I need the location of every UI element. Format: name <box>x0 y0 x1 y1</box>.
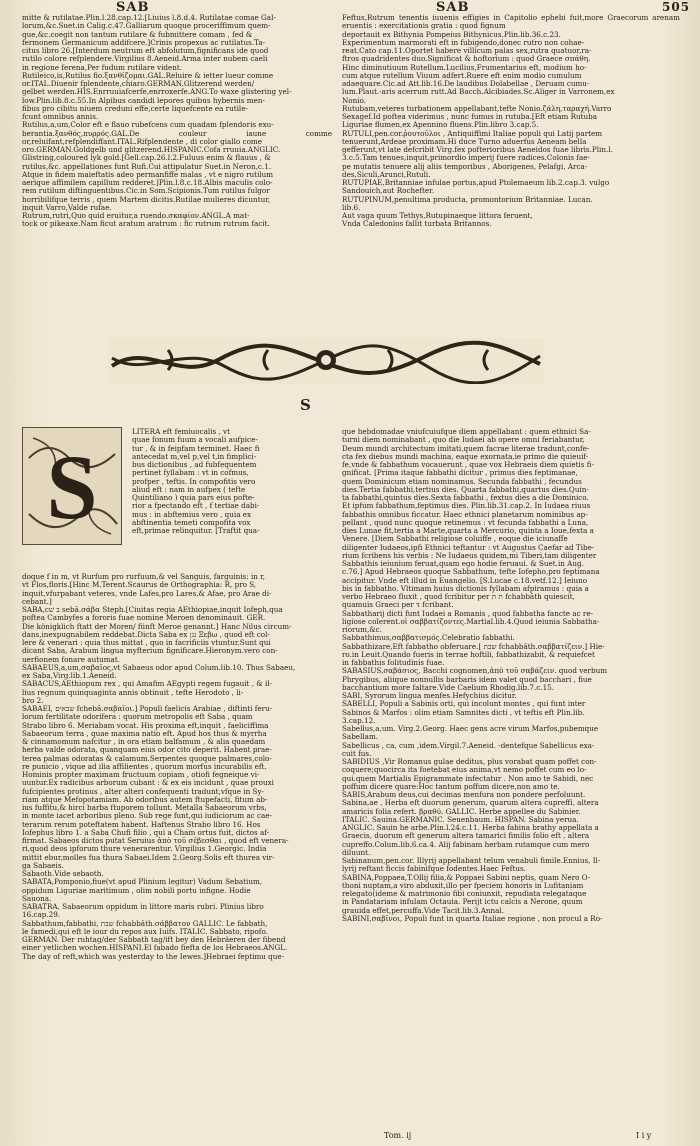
text-line: 3.c.5.Tam tenues,inquit,primordio imperij fuere radices.Colonis fae- <box>342 153 590 163</box>
text-line: SABIDIUS ,Vir Romanus gulae deditus, plus vorabat quam poffet con- <box>342 757 597 766</box>
text-line: Sabellicus , ca, cum ,idem.Virgil.7.Aeneid. -dentefque Sabellicus exa- <box>342 740 595 750</box>
text-line: fabbathis omnibus ficcatur. Haec ethnici planetarum nominibus ap- <box>342 509 588 519</box>
text-line: lyrij reftant ficcis fabinifque fodentes.Haec Feftus. <box>342 864 526 874</box>
text-line: SABASIUS,σαβάσιος, Bacchi cognomen,ἀπὸ τοῦ σαβάζειν. quod verbum <box>342 666 608 676</box>
text-line: RUTUPINUM,penultima producta, promontorium Britanniae. Lucan. <box>342 194 593 204</box>
text-line: uuntur.Ex radicibus arborum cubant : & ex eis incidunt , quae prouxi <box>22 778 274 788</box>
text-line: Sabellam. <box>342 732 379 742</box>
text-line: thoni nuptam,a viro abduxit,illo per fpeciem honoris in Lufitaniam <box>342 880 584 890</box>
text-line: fe,vnde & fabbathum vocauerunt , quae vox Hebraeis diem quietis fi- <box>342 460 594 469</box>
text-line: cum atque rutellum Viuum adfert.Ruere eft enim modio cumulum <box>342 70 582 80</box>
text-line: inquit,vfurpabant veteres, vnde Lafes,pro Lares,& Afae, pro Arae di- <box>22 588 272 598</box>
text-line: que hebdomadae vniufcuiufque diem appellabant : quem ethnici Sa- <box>342 428 591 436</box>
right-column-top <box>342 14 680 316</box>
text-line: Nonio. <box>342 95 367 105</box>
text-line: SABAEUS,a,um,σαβαῖος,vt Sabaeus odor apud Colum.lib.10. Thus Sabaeu, <box>22 662 296 672</box>
text-line: tur , & in feipfam terminet. Haec fi <box>132 443 260 453</box>
text-line: bacchantium more faltare.Vide Caelium Rhodig.lib.7.c.15. <box>342 682 555 692</box>
text-line: ligiose colerent.οἱ σαββατίζοντες.Martial.lib.4.Quod ieiunia Sabbatha- <box>342 616 600 626</box>
text-line: The day of reft,which was yesterday to the Iewes.]Hebraei feptimu que- <box>22 951 285 961</box>
text-line: deportauit ex Bithynia Pompeius Bithynicus.Plin.lib.36.c.23. <box>342 29 561 39</box>
left-column-intro <box>132 428 330 572</box>
text-line: Sabbathimus,σαββατισμός.Celebratio fabbathi. <box>342 633 515 643</box>
text-line: Hinc diminutiuum Rutellum.Lucilius,Frumentarius eft, modium ho- <box>342 62 587 72</box>
text-line: Rutubam,veteres turbationem appellabant,tefte Nonio.ζάλη,ταραχή.Varro <box>342 103 612 113</box>
text-line: dies Lunae fit,tertia a Marte,quarta a Mercurio, quinta a Ioue,fexta a <box>342 526 594 535</box>
text-line: Liguriae flumen,ex Apennino fluens.Plin.libro 3.cap.5. <box>342 120 539 130</box>
text-line: turni diem nominabant , quo die Iudaei ab opere omni feriabantur, <box>342 435 585 445</box>
text-line: coquere;quocirca ita foetebat eius anima,vt nemo poffet cum eo lo- <box>342 765 587 775</box>
text-line: dies.Tertia fabbathi,tertius dies. Quarta fabbathi,quartus dies.Quin- <box>342 484 589 494</box>
text-line: riam atque Mefopotamiam. Ab odoribus autem ftupefacti, fitum ab- <box>22 794 268 804</box>
text-line: SABATRA, Sabaeorum oppidum in littore maris rubri. Plinius libro <box>22 902 264 911</box>
text-line: rutilus,&c. appellationes funt Rufi.Cui attipulatur Suet.in Neron,c.1. <box>22 161 272 171</box>
text-line: SABINA,Poppaea,T.Ollij filia,& Poppaei Sabini neptis, quam Nero O- <box>342 872 591 882</box>
text-line: gefferunt,vt late defcribit Virg.fex pofterioribus Aeneidos fuae libris.Plin.l. <box>342 145 613 154</box>
text-line: Sabaeorum terra , quae maxima natio eft. Apud hos thus & myrrha <box>22 728 267 738</box>
text-line: fufcipientes protinus , alter alteri confequenti tradunt,vfque in Sy- <box>22 786 264 796</box>
catchword: I i y <box>636 1131 652 1140</box>
decorative-headpiece-ornament <box>108 338 544 384</box>
text-line: diluunt. <box>342 847 371 857</box>
text-line: que,&c.coegit non tantum rutilare & fubmittere comam , fed & <box>22 29 253 39</box>
left-column-top <box>22 14 332 310</box>
text-line: bro 2. <box>22 695 44 705</box>
text-line: ex Saba,Virg.lib.1.Aeneid. <box>22 671 117 680</box>
left-column-main <box>22 573 332 1129</box>
text-line: firmat. Sabaeos dictos putat Seruius ἀπὸ τοῦ σέβεσθαι , quod eft venera- <box>22 836 289 845</box>
text-line: amaricis folia refert. βραθύ. GALLIC. Herbe appellee du Sabinier. <box>342 806 581 816</box>
text-line: cebant.] <box>22 596 52 606</box>
text-line: low.Plin.lib.8.c.55.In Alpibus candidi lepores quibus hybernis men- <box>22 95 265 105</box>
text-line: Quintiliano ) quia pars eius pofte- <box>132 493 255 502</box>
text-line: riorum,&c. <box>342 625 382 634</box>
text-line: lorum,&c.Suet.in Calig.c.47.Galliarum quoque proceriffimum quem- <box>22 21 271 31</box>
text-line: einer yetlichen wochen.HISPANI.El fabado fiefta de los Hebraeos.ANGL. <box>22 943 288 953</box>
section-heading-letter: S <box>300 396 311 414</box>
text-line: Glistring,coloured lyk gold.[Gell.cap.26.l.2.Fuluus enim & flauus , & <box>22 153 271 163</box>
text-line: Vnda Caledonios fallit turbata Britannos. <box>342 219 492 229</box>
text-line: qui.quem Martialis Epigrammate infectatur . Non amo te Sabidi, nec <box>342 773 594 783</box>
text-line: inquit Varro,Valde rufae. <box>22 202 112 212</box>
text-line: lere & venerari : quia thus mittat , quo in facrificiis vtuntur.Sunt qui <box>22 638 271 647</box>
right-column-main <box>342 428 680 1130</box>
text-line: Venere. [Diem Sabbathi religiose coluiffe , eoque die iciunaffe <box>342 534 568 544</box>
text-line: rem rutilum diftinguentibus.Cic.in Som.Scipionis.Tum rutilus fulgor <box>22 186 270 196</box>
text-line: dans,inexpugnabilem reddebat.Dicta Saba ex נגן Ξεβω , quod eft col- <box>22 629 270 639</box>
text-line: ITALIC. Sauina.GERMANIC. Seuenbaum. HISPAN. Sabina yerua. <box>342 814 579 824</box>
text-line: Phrygibus, aliique nonnullis barbaris idem valet quod bacchari , fiue <box>342 674 592 684</box>
text-line: tock or pikeaxe.Nam ficut aratum aratrum : fic rutrum rutrum facit. <box>22 219 270 229</box>
text-line: terarum rerum poteftatem habent. Haftenus Strabo libro 16. Hos <box>22 819 261 829</box>
text-line: cupreffo.Colum.lib.6.ca.4. Alij fabinam herbam rutamque cum mero <box>342 839 590 849</box>
signature-mark: Tom. ij <box>384 1131 412 1140</box>
text-line: vt Flos,floris.[Hinc M.Terent.Scaurus de Orthographia: R, pro S, <box>22 580 257 590</box>
text-line: fcunt omnibus annis. <box>22 112 99 121</box>
running-head-left: SAB <box>116 0 150 15</box>
text-line: in fabbathis folitudinis fuae. <box>342 658 445 667</box>
text-line: Hominis propter maximam fructuum copiam , otiofi fegneique vi- <box>22 770 260 779</box>
text-line: grauida effet,percuffa.Vide Tacit.lib.3.Annal. <box>342 905 505 915</box>
text-line: ro.in Leuit.Quando fueris in terrae hoftili, fabbathizabit, & requiefcet <box>342 649 595 659</box>
initial-letter: S <box>46 436 98 538</box>
text-line: Sabbathum,fabbathi, שבת fchabbâth.σάββατον GALLIC. Le fabbath, <box>22 918 268 928</box>
text-line: diligenter Iudaeos,ipfi Ethnici teftantur : vt Augustus Caefar ad Tibe- <box>342 542 595 552</box>
text-line: Sexagef.Id poftea viderimus , nunc fumus in rutuba.[Eft etiam Rutuba <box>342 112 598 121</box>
text-line: citus libro 26.[Interdum neutrum eft abfolutum,fignificans ide quod <box>22 46 269 55</box>
text-line: abftinentia temeti compofita vox <box>132 517 251 527</box>
text-line: Sabbatharij dicti funt Iudaei a Romanis , quod fabbatha fancte ac re- <box>342 608 594 618</box>
text-line: Atque in fidem maieftatis adeo permanfiffe malas , vt e nigro rutilum <box>22 169 274 179</box>
text-line: doque f in m, vt Rurfum pro rurfuum,& vel Sanguis, farguinis: in r, <box>22 573 266 581</box>
text-line: antecedat m,vel p,vel t,in fimplici- <box>132 451 257 461</box>
text-line: Aut vaga quum Tethys,Rutupinaeque littora feruent, <box>342 211 533 220</box>
text-line: poffum dicere quare:Hoc tantum poffum dicere,non amo te. <box>342 781 560 791</box>
page-number: 505 <box>662 0 691 14</box>
text-line: or.ITAL.Diuenir fplendente,chiaro.GERMAN.Glitzerend werden/ <box>22 79 255 88</box>
text-line: profper , teftis. In compofitis vero <box>132 476 256 486</box>
text-line: eft,primae relinquitur. [Traftit qua- <box>132 526 260 535</box>
text-line: mus : in abftemius vero , quia ex <box>132 509 252 519</box>
text-line: ius fuffitu,& hirci barba ftuporem tollunt. Metalla Sabaeorum vrbs, <box>22 803 267 812</box>
text-line: in regione ferena,Per fudum rutilare vident. <box>22 62 183 72</box>
text-line: Deum mundi architectum imitati,quem facrae literae tradunt,confe- <box>342 443 590 453</box>
text-line: Sabellus,a,um. Virg.2.Georg. Haec gens acre virum Marfos,pubemque <box>342 724 599 733</box>
text-line: oppidum Liguriae maritimum , olim nobili portu infigne. Hodie <box>22 885 251 895</box>
text-line: Sandouich,aut Rochefter. <box>342 186 435 196</box>
running-head-right: SAB <box>436 0 470 15</box>
text-line: lorum fertilitate odorifera : quorum metropolis eft Saba , quam <box>22 712 253 722</box>
text-line: Sabinanum,pen.cor. Illyrij appellabant telum venabuli fimile.Ennius, Il- <box>342 856 601 865</box>
text-line: horribilifque terris , quem Martem dicitis.Rutilae mulieres dicuntur, <box>22 194 271 204</box>
text-line: ta fabbathi,quintus dies.Sexta fabbathi , fextus dies a die Dominico. <box>342 493 589 502</box>
text-line: & cinnamomum nafcitur , in ora etiam balfamum , & alia quaedam <box>22 737 266 746</box>
text-line: Rutileico,is,Rutilus fio.ξανθίζομαι.GAL.Reluire & ietter lueur comme <box>22 70 274 80</box>
text-line: rutilo colore refplendere.Virgilius 8.Aeneid.Arma inter nubem caeli <box>22 54 268 64</box>
text-line: le famedi,qui eft le iour du repos aux Iuifs. ITALIC. Sabbato, ripofo. <box>22 926 268 936</box>
text-line: SABACUS,AEthiopum rex , qui Amafim AEgypti regem fugauit , & il- <box>22 679 272 689</box>
text-line: poftea Cambyfes a fororis fuae nomine Meroen denominauit. GER. <box>22 613 266 623</box>
text-line: Graecis, duorum eft generum altera tamarici fimilis folio eft , altera <box>342 831 590 841</box>
text-line: uerfionem fonare autumat. <box>22 654 121 664</box>
text-line: cuit fus. <box>342 748 372 758</box>
text-line: verbo Hebraeo fluxit , quod fcribitur per ת ת fchabbâth quiescit, <box>342 592 575 601</box>
text-line: in Pandatariam infulam Octauia. Perijt ictu calcis a Nerone, quum <box>342 897 583 907</box>
text-line: ga Sabaeis. <box>22 860 64 870</box>
text-line: des,Siculi,Arunci,Rutuli. <box>342 169 431 179</box>
decorated-initial-s <box>22 427 122 545</box>
text-line: Die königklich ftatt der Moren/ fünft Meroe genannt.] Hanc Nilus circum- <box>22 621 292 631</box>
text-line: rium fcribens his verbis : Ne Iudaeus quidem,mi Tiberi,tam diligenter <box>342 550 597 560</box>
text-line: rior a fpectando eft , f tertiae dabi- <box>132 501 260 511</box>
text-line: Sabbathis ieiunium feruat,quam ego hodie feruaui. & Suet.in Aug. <box>342 559 584 568</box>
text-line: LITERA eft femiuocalis , vt <box>132 428 231 436</box>
text-line: pellant , quod nunc quoque retinemus : vt fecunda fabbathi a Luna, <box>342 517 589 527</box>
text-line: berantia.ξανθός,πυρρός.GAL.De couleur iaune comme or,reluifant,refplendiffant.ITAL.Rifplendente , di color giallo come <box>22 128 332 146</box>
text-line: Sabaoth.Vide sebaoth. <box>22 869 104 878</box>
text-line: dicant Saba, Arabum lingua myfterium fignificare.Hieronym.vero con- <box>22 646 278 656</box>
text-line: fibus pro cibitu niuem creduni effe,certe liquefcente ea rutile- <box>22 103 248 113</box>
text-line: oro.GERMAN.Goldgelb und glitzerend.HISPANIC.Cofa rruuia.ANGLIC. <box>22 145 281 154</box>
text-line: Sabinos & Marfos : olim etiam Samnites dicti , vt teftis eft Plin.lib. <box>342 707 585 717</box>
text-line: Rutrum,rutri,Quo quid eruitur,a ruendo.σκαφίον.ANGL.A mat- <box>22 211 250 220</box>
text-line: aerique affimilem capillum redderet.]Plin.l.8.c.18.Albis maculis colo- <box>22 178 273 187</box>
text-line: mitte & rutilatae.Plin.l.28.cap.12.[Liuius l.8.d.4. Rutilatae comae Gal- <box>22 14 276 22</box>
text-line: Sabbathizare,Eft fabbatho obferuare.[ שבת fchabbâth.σαββατίζειν.] Hie- <box>342 641 605 651</box>
text-line: in monte iacet arboribus pleno. Sub rege funt,qui iudiciorum ac cae- <box>22 811 272 821</box>
text-line: SABELLI, Populi a Sabinis orti, qui incolunt montes , qui funt inter <box>342 699 586 709</box>
text-line: SABATA,Pomponio,fiue(vt apud Plinium legitur) Vadum Sebatium, <box>22 877 263 887</box>
text-line: mittit ebur,molles fua thura Sabaei.Idem 2.Georg.Solis eft thurea vir- <box>22 852 275 862</box>
text-line: ftros quadridentes duo.Significat & hoftorium : quod Graece σπάθη. <box>342 54 591 64</box>
text-line: pe mutatis tenuere alij aliis temporibus , Aborigenes, Pelafgi, Arca- <box>342 161 588 171</box>
text-line: re punicio , vique ad ilia affilientes , quorum morfus incurabilis eft. <box>22 761 267 771</box>
text-line: Sauona. <box>22 893 52 903</box>
text-line: reat.Cato cap.11.Oportet habere villicum palas sex,rutra quatuor,ra- <box>342 46 592 55</box>
text-line: 3.cap.12. <box>342 715 376 725</box>
text-line: RUTUPIAE,Britanniae infulae portus,apud Ptolemaeum lib.2.cap.3. vulgo <box>342 178 610 187</box>
text-line: tenuerunt,Ardeae proximam.Hi duce Turno aduerfus Aeneam bella <box>342 136 587 146</box>
text-line: quamuis Graeci per τ fcribant. <box>342 600 454 610</box>
text-line: Strabo libro 6. Meriabam vocat. His proxima eft,inquit , faeliciffima <box>22 720 269 730</box>
text-line: c.76.] Apud Hebraeos quoque Sabbathum, tefte Iofepho,pro feptimana <box>342 567 600 577</box>
text-line: SABA,ϲב שׁ sebâ.σάβα Steph.[Ciuitas regia AEthiopiae,inquit Iofeph,qua <box>22 605 283 614</box>
text-line: RUTULI,pen.cor.ῥουτοῦλοι , Antiquiffimi Italiae populi qui Latij partem <box>342 128 603 138</box>
text-line: quem Dominicum etiam nominamus. Secunda fabbathi , fecundus <box>342 476 582 486</box>
text-line: adaequare.Cic.ad Att.lib.16.De laudibus Dolabellae , Deruam cumu- <box>342 79 590 88</box>
text-line: Feftus,Rutrum tenentis iuuenis effigies in Capitolio ephebi fuit,more Graecorum arenam eruentis : exercitationis gratia : quod fignum <box>342 14 680 31</box>
text-line: SABINI,σαβῖνοι, Populi funt in quarta Italiae regione , non procul a Ro- <box>342 913 603 923</box>
text-line: gelbet werden.HIS.Enrruuiafcerfe,enrroxerfe.ANG.To waxe glistering yel- <box>22 87 292 97</box>
text-line: gnificat. [Prima itaque fabbathi dicitur , primus dies feptimanae, <box>342 468 578 478</box>
text-line: ANGLIC. Sauin he arbe.Plin.l.24.c.11. Herba fabina brathy appellata a <box>342 823 599 832</box>
text-line: Sabina,ae , Herba eft duorum generum, quarum altera cupreffi, altera <box>342 798 599 808</box>
text-line: bus dictionibus , ad fubfequentem <box>132 460 257 469</box>
text-line: cta fex diebus mundi machina, eaque exornata,ie primo die quieuif- <box>342 451 589 461</box>
text-line: aliud eft : nam in aufpex ( tefte <box>132 484 246 494</box>
text-line: SABI, Syrorum lingua menfes.Hefychius dicitur. <box>342 691 517 700</box>
text-line: lius regnum quinquaginta annis obtinuit , tefte Herodoto , li- <box>22 687 244 697</box>
text-line: accipitur. Vnde eft illud in Euangelio. [S.Lucae c.18.vetf.12.] Ieiuno <box>342 575 588 585</box>
text-line: terea palmas odoratas & calamum.Serpentes quoque palmares,colo- <box>22 753 272 763</box>
text-line: bis in fabbatho. Vltimam huius dictionis fyllabam afpiramus : quia a <box>342 583 589 593</box>
text-line: quae fonum fuum a vocali aufpice- <box>132 435 258 445</box>
text-line: Rutilus,a,um,Color eft e flauo rubefcens cum quadam fplendoris exu- <box>22 120 274 130</box>
text-line: Et ipfum fabbathum,feptimus dies. Plin.lib.31.cap.2. In Iudaea riuus <box>342 501 591 511</box>
text-line: lib.6. <box>342 202 361 212</box>
text-line: pertinet fyllabam : vt in cofmus, <box>132 468 249 478</box>
text-line: relegato(ideme & matrimonio fibi coniunxit, repudiata relegataque <box>342 889 587 898</box>
text-line: SABAEI, שבאים fchebâ.σαβαῖοι.] Populi faelicis Arabiae , diftinti feru- <box>22 704 273 713</box>
text-line: Iofephus libro 1. a Saba Chufi filio , qui a Cham ortus fuit, dictos af- <box>22 827 270 837</box>
text-line: GERMAN. Der ruhtag/der Sabbath tag/ift bey den Hebräeren der fibend <box>22 935 286 944</box>
text-line: lum.Plaut.-aris acerrum rutt.Ad Bacch.Alcibiades.Sc.Aliger in Varronem,ex <box>342 87 615 97</box>
text-line: 16.cap.29. <box>22 910 61 920</box>
text-line: SABIS,Arabum deus,cui decimas menfura non pondere perfoluunt. <box>342 790 586 799</box>
text-line: Experimentum marmorati eft in fubigendo,donec rutro non cohae- <box>342 37 585 47</box>
text-line: fermonem Germanicum addifcere.]Crinis propexus ac rutilatus.Ta- <box>22 37 266 47</box>
text-line: ri,quod deos ipforum thure venerarentur. Virgilius 1.Georgic. India <box>22 844 267 854</box>
text-line: herba valde odorata, quanquam eius odor cito deperit. Habent prae- <box>22 745 272 755</box>
